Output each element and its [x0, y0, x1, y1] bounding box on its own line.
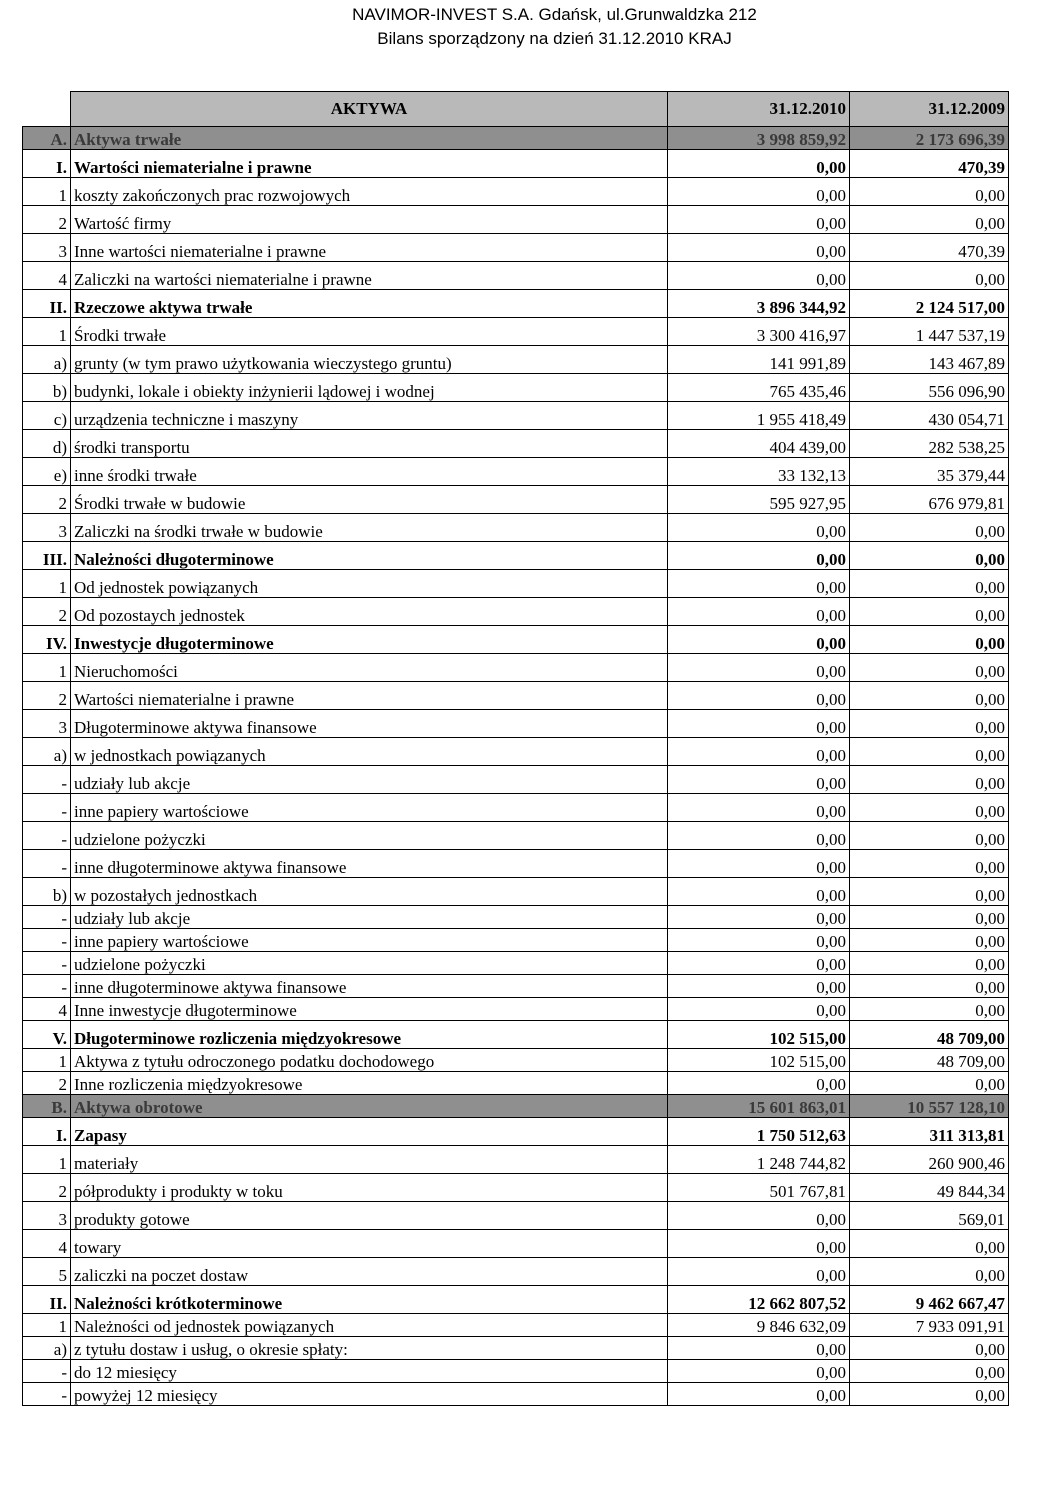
row-label: do 12 miesięcy	[71, 1360, 668, 1383]
column-header-2009: 31.12.2009	[850, 92, 1009, 127]
row-label: zaliczki na poczet dostaw	[71, 1258, 668, 1286]
row-label: produkty gotowe	[71, 1202, 668, 1230]
value-2010: 0,00	[668, 598, 850, 626]
row-number: -	[23, 975, 71, 998]
value-2009: 282 538,25	[850, 430, 1009, 458]
value-2010: 141 991,89	[668, 346, 850, 374]
value-2009: 0,00	[850, 598, 1009, 626]
row-number: 3	[23, 710, 71, 738]
table-row	[23, 738, 1009, 766]
column-header-aktywa: AKTYWA	[71, 92, 668, 127]
table-row	[23, 1095, 1009, 1118]
value-2010: 0,00	[668, 654, 850, 682]
row-number: I.	[23, 150, 71, 178]
row-number: I.	[23, 1118, 71, 1146]
value-2009: 0,00	[850, 975, 1009, 998]
value-2009: 470,39	[850, 150, 1009, 178]
value-2010: 765 435,46	[668, 374, 850, 402]
table-row	[23, 486, 1009, 514]
table-row	[23, 878, 1009, 906]
row-label: Od pozostaych jednostek	[71, 598, 668, 626]
value-2010: 0,00	[668, 975, 850, 998]
row-number: B.	[23, 1095, 71, 1118]
row-label: Aktywa trwałe	[71, 127, 668, 150]
value-2009: 0,00	[850, 822, 1009, 850]
value-2010: 9 846 632,09	[668, 1314, 850, 1337]
value-2009: 260 900,46	[850, 1146, 1009, 1174]
table-row	[23, 1314, 1009, 1337]
value-2009: 0,00	[850, 514, 1009, 542]
value-2010: 0,00	[668, 952, 850, 975]
value-2010: 0,00	[668, 850, 850, 878]
value-2010: 0,00	[668, 514, 850, 542]
table-header-row	[23, 92, 1009, 127]
value-2010: 0,00	[668, 738, 850, 766]
table-row	[23, 150, 1009, 178]
row-label: Należności od jednostek powiązanych	[71, 1314, 668, 1337]
value-2010: 0,00	[668, 929, 850, 952]
table-row	[23, 234, 1009, 262]
value-2010: 0,00	[668, 570, 850, 598]
row-number: 2	[23, 1174, 71, 1202]
value-2010: 0,00	[668, 178, 850, 206]
value-2010: 0,00	[668, 1258, 850, 1286]
value-2009: 0,00	[850, 766, 1009, 794]
table-row	[23, 1049, 1009, 1072]
row-number: 1	[23, 1146, 71, 1174]
row-number: -	[23, 850, 71, 878]
row-number: -	[23, 906, 71, 929]
value-2010: 0,00	[668, 1383, 850, 1406]
row-label: z tytułu dostaw i usług, o okresie spłaty:	[71, 1337, 668, 1360]
value-2010: 33 132,13	[668, 458, 850, 486]
value-2009: 0,00	[850, 929, 1009, 952]
row-label: półprodukty i produkty w toku	[71, 1174, 668, 1202]
row-label: Zaliczki na środki trwałe w budowie	[71, 514, 668, 542]
row-number: b)	[23, 374, 71, 402]
value-2009: 311 313,81	[850, 1118, 1009, 1146]
table-row	[23, 127, 1009, 150]
table-row	[23, 542, 1009, 570]
value-2009: 10 557 128,10	[850, 1095, 1009, 1118]
row-label: grunty (w tym prawo użytkowania wieczystego gruntu)	[71, 346, 668, 374]
row-number: 3	[23, 234, 71, 262]
value-2009: 0,00	[850, 738, 1009, 766]
row-number: II.	[23, 1286, 71, 1314]
row-label: inne długoterminowe aktywa finansowe	[71, 850, 668, 878]
value-2010: 0,00	[668, 766, 850, 794]
header-blank-cell	[23, 92, 71, 127]
row-label: Wartość firmy	[71, 206, 668, 234]
table-row	[23, 794, 1009, 822]
value-2009: 0,00	[850, 178, 1009, 206]
row-number: 2	[23, 1072, 71, 1095]
value-2010: 404 439,00	[668, 430, 850, 458]
value-2010: 0,00	[668, 626, 850, 654]
value-2010: 0,00	[668, 998, 850, 1021]
row-number: -	[23, 1360, 71, 1383]
value-2010: 102 515,00	[668, 1021, 850, 1049]
value-2009: 0,00	[850, 1337, 1009, 1360]
value-2010: 0,00	[668, 150, 850, 178]
row-label: Środki trwałe	[71, 318, 668, 346]
row-label: inne długoterminowe aktywa finansowe	[71, 975, 668, 998]
value-2009: 0,00	[850, 262, 1009, 290]
row-number: 2	[23, 682, 71, 710]
row-number: -	[23, 766, 71, 794]
row-label: Inne wartości niematerialne i prawne	[71, 234, 668, 262]
table-row	[23, 1174, 1009, 1202]
row-label: powyżej 12 miesięcy	[71, 1383, 668, 1406]
row-label: Wartości niematerialne i prawne	[71, 682, 668, 710]
row-number: IV.	[23, 626, 71, 654]
row-label: Należności długoterminowe	[71, 542, 668, 570]
table-row	[23, 1383, 1009, 1406]
value-2009: 9 462 667,47	[850, 1286, 1009, 1314]
row-label: Zapasy	[71, 1118, 668, 1146]
row-number: 4	[23, 1230, 71, 1258]
value-2010: 0,00	[668, 794, 850, 822]
row-number: V.	[23, 1021, 71, 1049]
row-label: Wartości niematerialne i prawne	[71, 150, 668, 178]
row-label: Inne inwestycje długoterminowe	[71, 998, 668, 1021]
value-2010: 0,00	[668, 1202, 850, 1230]
row-label: Nieruchomości	[71, 654, 668, 682]
value-2009: 0,00	[850, 998, 1009, 1021]
table-row	[23, 1021, 1009, 1049]
company-header: NAVIMOR-INVEST S.A. Gdańsk, ul.Grunwaldzka 212	[352, 5, 757, 24]
value-2009: 0,00	[850, 850, 1009, 878]
value-2009: 0,00	[850, 626, 1009, 654]
value-2009: 0,00	[850, 682, 1009, 710]
table-row	[23, 206, 1009, 234]
column-header-2010: 31.12.2010	[668, 92, 850, 127]
value-2009: 556 096,90	[850, 374, 1009, 402]
row-number: e)	[23, 458, 71, 486]
table-row	[23, 1337, 1009, 1360]
row-label: Aktywa obrotowe	[71, 1095, 668, 1118]
row-label: inne papiery wartościowe	[71, 929, 668, 952]
table-row	[23, 290, 1009, 318]
table-row	[23, 654, 1009, 682]
row-number: -	[23, 1383, 71, 1406]
value-2009: 0,00	[850, 1383, 1009, 1406]
row-label: materiały	[71, 1146, 668, 1174]
row-label: Zaliczki na wartości niematerialne i prawne	[71, 262, 668, 290]
value-2010: 12 662 807,52	[668, 1286, 850, 1314]
row-number: c)	[23, 402, 71, 430]
row-label: udziały lub akcje	[71, 906, 668, 929]
table-row	[23, 374, 1009, 402]
value-2009: 0,00	[850, 1072, 1009, 1095]
value-2010: 0,00	[668, 906, 850, 929]
table-row	[23, 1360, 1009, 1383]
table-row	[23, 430, 1009, 458]
value-2010: 0,00	[668, 1337, 850, 1360]
value-2010: 0,00	[668, 878, 850, 906]
table-row	[23, 906, 1009, 929]
value-2010: 0,00	[668, 710, 850, 738]
row-label: Inne rozliczenia międzyokresowe	[71, 1072, 668, 1095]
table-row	[23, 1118, 1009, 1146]
value-2009: 0,00	[850, 1360, 1009, 1383]
value-2009: 49 844,34	[850, 1174, 1009, 1202]
row-number: 1	[23, 1314, 71, 1337]
value-2010: 0,00	[668, 1360, 850, 1383]
row-number: 3	[23, 1202, 71, 1230]
table-row	[23, 1230, 1009, 1258]
table-row	[23, 975, 1009, 998]
row-label: Długoterminowe rozliczenia międzyokresowe	[71, 1021, 668, 1049]
table-row	[23, 178, 1009, 206]
table-row	[23, 458, 1009, 486]
table-row	[23, 822, 1009, 850]
value-2010: 3 896 344,92	[668, 290, 850, 318]
table-row	[23, 929, 1009, 952]
value-2010: 0,00	[668, 262, 850, 290]
row-label: Inwestycje długoterminowe	[71, 626, 668, 654]
row-label: inne papiery wartościowe	[71, 794, 668, 822]
row-number: 1	[23, 318, 71, 346]
value-2009: 0,00	[850, 794, 1009, 822]
row-number: 4	[23, 998, 71, 1021]
table-row	[23, 402, 1009, 430]
table-row	[23, 1286, 1009, 1314]
value-2010: 3 300 416,97	[668, 318, 850, 346]
row-label: towary	[71, 1230, 668, 1258]
balance-sheet-table	[22, 91, 1009, 1406]
table-row	[23, 570, 1009, 598]
value-2009: 1 447 537,19	[850, 318, 1009, 346]
value-2009: 143 467,89	[850, 346, 1009, 374]
row-label: Aktywa z tytułu odroczonego podatku dochodowego	[71, 1049, 668, 1072]
value-2010: 1 248 744,82	[668, 1146, 850, 1174]
value-2009: 35 379,44	[850, 458, 1009, 486]
row-number: 2	[23, 206, 71, 234]
row-number: -	[23, 929, 71, 952]
row-label: udzielone pożyczki	[71, 952, 668, 975]
row-number: II.	[23, 290, 71, 318]
row-number: a)	[23, 346, 71, 374]
value-2010: 501 767,81	[668, 1174, 850, 1202]
table-row	[23, 952, 1009, 975]
row-number: d)	[23, 430, 71, 458]
row-number: 4	[23, 262, 71, 290]
row-label: inne środki trwałe	[71, 458, 668, 486]
row-label: środki transportu	[71, 430, 668, 458]
value-2009: 2 124 517,00	[850, 290, 1009, 318]
value-2009: 569,01	[850, 1202, 1009, 1230]
row-label: Długoterminowe aktywa finansowe	[71, 710, 668, 738]
table-row	[23, 598, 1009, 626]
value-2009: 0,00	[850, 878, 1009, 906]
row-number: 5	[23, 1258, 71, 1286]
row-label: urządzenia techniczne i maszyny	[71, 402, 668, 430]
row-label: udziały lub akcje	[71, 766, 668, 794]
row-label: Należności krótkoterminowe	[71, 1286, 668, 1314]
value-2009: 470,39	[850, 234, 1009, 262]
value-2010: 102 515,00	[668, 1049, 850, 1072]
value-2010: 0,00	[668, 234, 850, 262]
table-row	[23, 850, 1009, 878]
row-label: Rzeczowe aktywa trwałe	[71, 290, 668, 318]
row-number: 3	[23, 514, 71, 542]
table-row	[23, 626, 1009, 654]
table-row	[23, 710, 1009, 738]
value-2009: 0,00	[850, 1258, 1009, 1286]
row-label: w jednostkach powiązanych	[71, 738, 668, 766]
row-number: 1	[23, 1049, 71, 1072]
row-number: 1	[23, 178, 71, 206]
table-row	[23, 1072, 1009, 1095]
value-2009: 48 709,00	[850, 1049, 1009, 1072]
value-2010: 0,00	[668, 1072, 850, 1095]
table-row	[23, 318, 1009, 346]
value-2009: 7 933 091,91	[850, 1314, 1009, 1337]
value-2009: 0,00	[850, 1230, 1009, 1258]
value-2010: 0,00	[668, 542, 850, 570]
value-2009: 0,00	[850, 710, 1009, 738]
value-2009: 430 054,71	[850, 402, 1009, 430]
row-number: III.	[23, 542, 71, 570]
row-number: 1	[23, 654, 71, 682]
table-row	[23, 682, 1009, 710]
row-number: -	[23, 952, 71, 975]
row-label: Od jednostek powiązanych	[71, 570, 668, 598]
value-2010: 1 750 512,63	[668, 1118, 850, 1146]
value-2009: 48 709,00	[850, 1021, 1009, 1049]
value-2010: 15 601 863,01	[668, 1095, 850, 1118]
row-number: 1	[23, 570, 71, 598]
row-number: b)	[23, 878, 71, 906]
value-2010: 1 955 418,49	[668, 402, 850, 430]
value-2009: 676 979,81	[850, 486, 1009, 514]
row-number: a)	[23, 738, 71, 766]
table-row	[23, 262, 1009, 290]
value-2009: 0,00	[850, 952, 1009, 975]
value-2010: 595 927,95	[668, 486, 850, 514]
row-label: udzielone pożyczki	[71, 822, 668, 850]
value-2010: 0,00	[668, 822, 850, 850]
value-2009: 0,00	[850, 206, 1009, 234]
row-number: A.	[23, 127, 71, 150]
value-2010: 3 998 859,92	[668, 127, 850, 150]
value-2009: 0,00	[850, 654, 1009, 682]
value-2010: 0,00	[668, 206, 850, 234]
row-label: koszty zakończonych prac rozwojowych	[71, 178, 668, 206]
table-row	[23, 1202, 1009, 1230]
row-number: 2	[23, 486, 71, 514]
row-label: w pozostałych jednostkach	[71, 878, 668, 906]
value-2009: 2 173 696,39	[850, 127, 1009, 150]
value-2009: 0,00	[850, 542, 1009, 570]
value-2009: 0,00	[850, 570, 1009, 598]
table-row	[23, 514, 1009, 542]
value-2010: 0,00	[668, 682, 850, 710]
row-label: Środki trwałe w budowie	[71, 486, 668, 514]
row-number: -	[23, 822, 71, 850]
table-row	[23, 346, 1009, 374]
table-row	[23, 1146, 1009, 1174]
value-2010: 0,00	[668, 1230, 850, 1258]
value-2009: 0,00	[850, 906, 1009, 929]
table-row	[23, 1258, 1009, 1286]
table-row	[23, 766, 1009, 794]
row-number: -	[23, 794, 71, 822]
report-title: Bilans sporządzony na dzień 31.12.2010 KRAJ	[377, 29, 732, 48]
row-label: budynki, lokale i obiekty inżynierii lądowej i wodnej	[71, 374, 668, 402]
row-number: 2	[23, 598, 71, 626]
table-row	[23, 998, 1009, 1021]
row-number: a)	[23, 1337, 71, 1360]
